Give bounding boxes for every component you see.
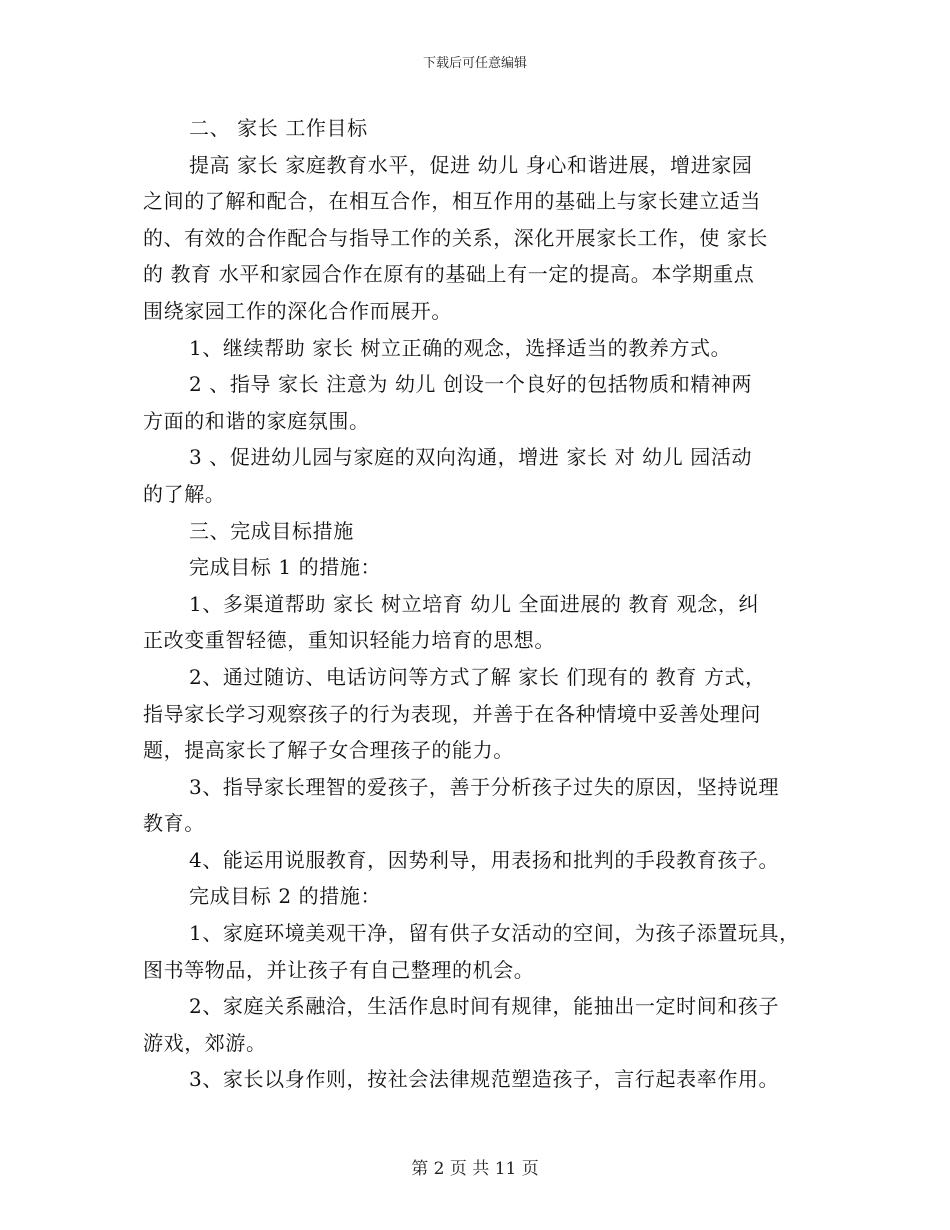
text-line: 3、指导家长理智的爱孩子，善于分析孩子过失的原因，坚持说理 <box>189 774 780 799</box>
text-line: 2、家庭关系融洽，生活作息时间有规律，能抽出一定时间和孩子 <box>189 994 780 1019</box>
text-line: 2、通过随访、电话访问等方式了解 家长 们现有的 教育 方式， <box>189 664 766 689</box>
text-line: 指导家长学习观察孩子的行为表现，并善于在各种情境中妥善处理问 <box>143 701 761 726</box>
text-line: 3、家长以身作则，按社会法律规范塑造孩子，言行起表率作用。 <box>189 1067 780 1092</box>
text-line: 3 、促进幼儿园与家庭的双向沟通，增进 家长 对 幼儿 园活动 <box>189 445 753 470</box>
page-number: 第 2 页 共 11 页 <box>411 1159 539 1179</box>
text-line: 1、多渠道帮助 家长 树立培育 幼儿 全面进展的 教育 观念，纠 <box>189 591 760 616</box>
text-line: 4、能运用说服教育，因势利导，用表扬和批判的手段教育孩子。 <box>189 847 780 872</box>
text-line: 题，提高家长了解子女合理孩子的能力。 <box>143 738 514 763</box>
text-line: 教育。 <box>143 811 205 836</box>
text-line: 的、有效的合作配合与指导工作的关系，深化开展家长工作，使 家长 <box>143 225 768 250</box>
text-line: 的 教育 水平和家园合作在原有的基础上有一定的提高。本学期重点 <box>143 262 755 287</box>
text-line: 二、 家长 工作目标 <box>189 116 368 140</box>
text-line: 之间的了解和配合，在相互合作，相互作用的基础上与家长建立适当 <box>143 189 761 214</box>
text-line: 方面的和谐的家庭氛围。 <box>143 408 370 433</box>
text-line: 提高 家长 家庭教育水平，促进 幼儿 身心和谐进展，增进家园 <box>189 152 753 177</box>
text-line: 三、完成目标措施 <box>189 518 354 543</box>
text-line: 正改变重智轻德，重知识轻能力培育的思想。 <box>143 628 555 653</box>
text-line: 1、家庭环境美观干净，留有供子女活动的空间，为孩子添置玩具， <box>189 921 800 946</box>
document-body <box>143 110 823 1098</box>
page-header-note: 下载后可任意编辑 <box>422 56 527 71</box>
text-line: 的了解。 <box>143 481 226 506</box>
text-line: 1、继续帮助 家长 树立正确的观念，选择适当的教养方式。 <box>189 335 732 360</box>
text-line: 图书等物品，并让孩子有自己整理的机会。 <box>143 957 535 982</box>
text-line: 游戏，郊游。 <box>143 1030 267 1055</box>
text-line: 完成目标 1 的措施： <box>189 555 382 580</box>
text-line: 完成目标 2 的措施： <box>189 884 382 909</box>
text-line: 2 、指导 家长 注意为 幼儿 创设一个良好的包括物质和精神两 <box>189 372 753 397</box>
text-line: 围绕家园工作的深化合作而展开。 <box>143 298 452 323</box>
